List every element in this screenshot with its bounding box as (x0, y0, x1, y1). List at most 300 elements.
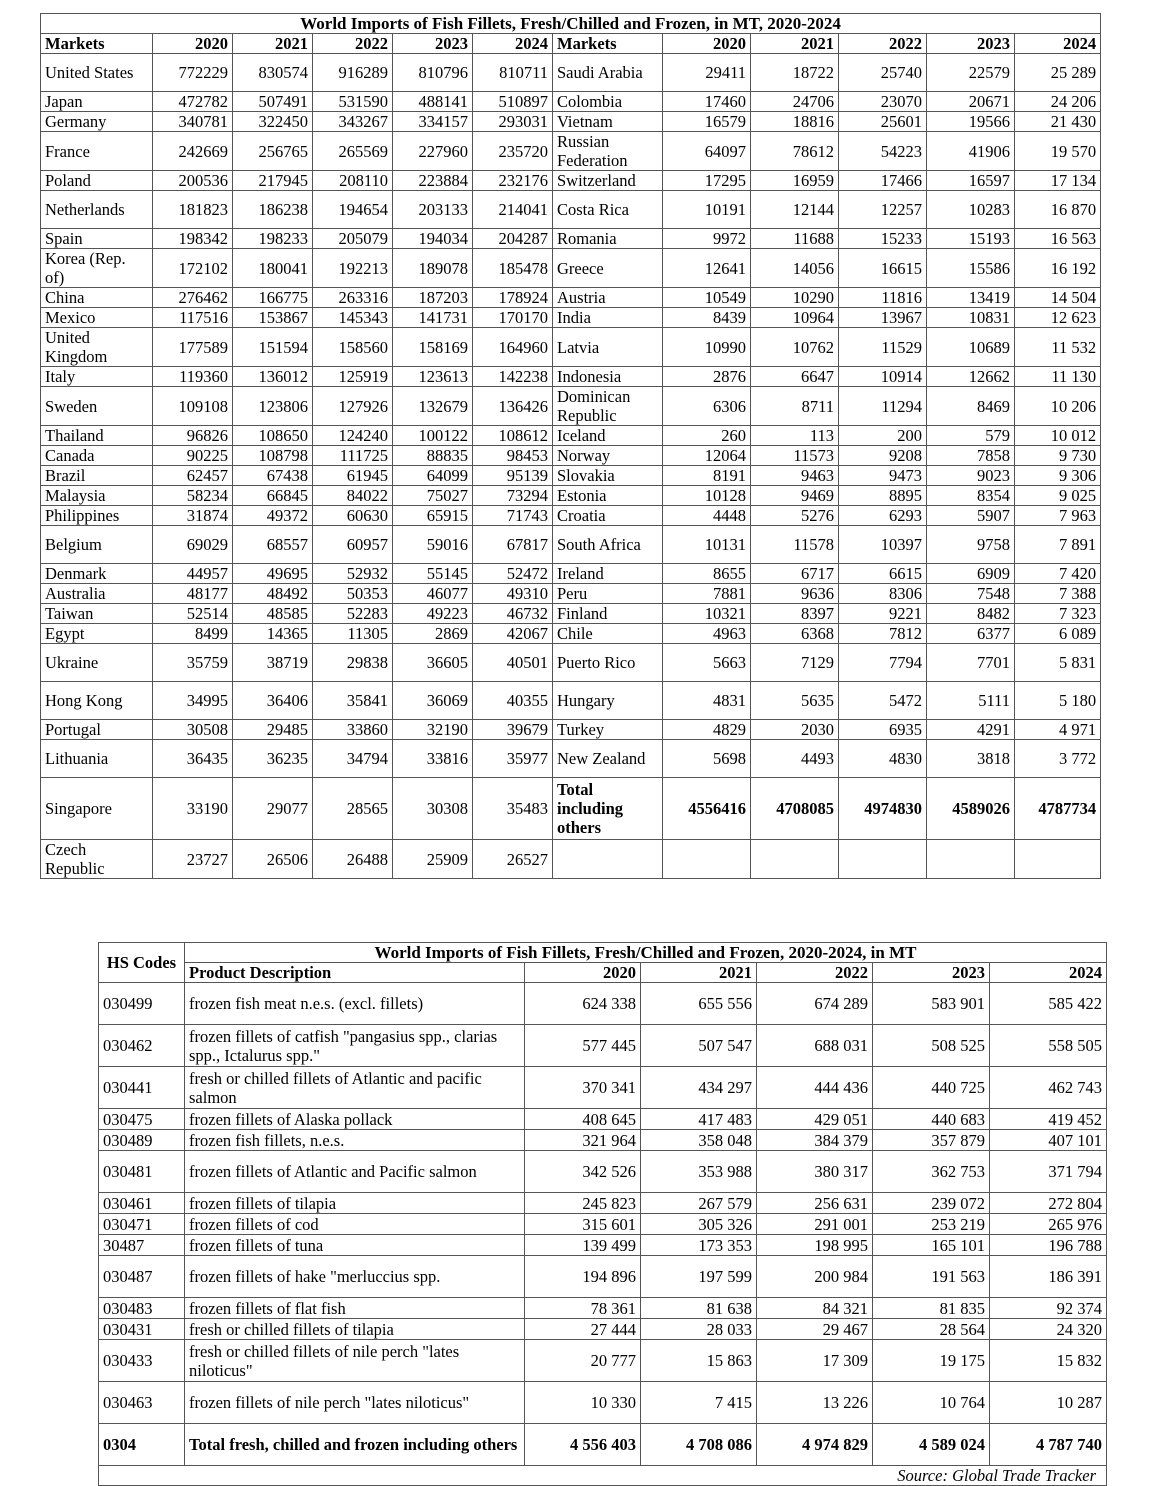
import-value: 434 297 (641, 1067, 757, 1109)
import-value: 58234 (153, 486, 233, 506)
import-value: 472782 (153, 92, 233, 112)
import-value: 205079 (313, 229, 393, 249)
product-description: frozen fillets of nile perch "lates niloticus" (185, 1382, 525, 1424)
import-value: 508 525 (873, 1025, 990, 1067)
import-value: 674 289 (757, 983, 873, 1025)
import-value: 136426 (473, 387, 553, 426)
markets-title-row (41, 14, 1101, 34)
import-value: 64097 (663, 132, 751, 171)
import-value: 4291 (927, 720, 1015, 740)
import-value: 15193 (927, 229, 1015, 249)
import-value: 26506 (233, 840, 313, 879)
import-value: 48585 (233, 604, 313, 624)
import-value: 253 219 (873, 1214, 990, 1235)
product-description: frozen fillets of Atlantic and Pacific salmon (185, 1151, 525, 1193)
import-value: 34995 (153, 682, 233, 720)
import-value: 7794 (839, 644, 927, 682)
hs-code: 030433 (99, 1340, 185, 1382)
market-name: Malaysia (41, 486, 153, 506)
import-value: 343267 (313, 112, 393, 132)
import-value: 32190 (393, 720, 473, 740)
import-value: 8895 (839, 486, 927, 506)
import-value: 113 (751, 426, 839, 446)
import-value: 28 564 (873, 1319, 990, 1340)
products-table-title: World Imports of Fish Fillets, Fresh/Chilled and Frozen, 2020-2024, in MT (185, 943, 1107, 963)
import-value: 108612 (473, 426, 553, 446)
import-value: 12144 (751, 191, 839, 229)
import-value: 4448 (663, 506, 751, 526)
import-value: 71743 (473, 506, 553, 526)
import-value: 170170 (473, 308, 553, 328)
import-value: 11529 (839, 328, 927, 367)
import-value: 305 326 (641, 1214, 757, 1235)
import-value: 185478 (473, 249, 553, 288)
import-value: 5698 (663, 740, 751, 778)
import-value: 217945 (233, 171, 313, 191)
product-row (99, 983, 1107, 1025)
import-value: 916289 (313, 54, 393, 92)
import-value: 17295 (663, 171, 751, 191)
market-name: Taiwan (41, 604, 153, 624)
import-value: 384 379 (757, 1130, 873, 1151)
market-name: Saudi Arabia (553, 54, 663, 92)
import-value: 579 (927, 426, 1015, 446)
import-value: 180041 (233, 249, 313, 288)
import-value: 17 134 (1015, 171, 1101, 191)
import-value: 46077 (393, 584, 473, 604)
market-name: Portugal (41, 720, 153, 740)
markets-table-body (41, 54, 1101, 879)
year-header: 2020 (525, 963, 641, 983)
import-value: 35841 (313, 682, 393, 720)
product-description: fresh or chilled fillets of tilapia (185, 1319, 525, 1340)
import-value: 10 764 (873, 1382, 990, 1424)
import-value: 371 794 (990, 1151, 1107, 1193)
import-value: 25 289 (1015, 54, 1101, 92)
import-value: 29838 (313, 644, 393, 682)
product-description: frozen fillets of flat fish (185, 1298, 525, 1319)
hs-code: 030461 (99, 1193, 185, 1214)
import-value: 6909 (927, 564, 1015, 584)
total-value: 4 708 086 (641, 1424, 757, 1466)
import-value: 123806 (233, 387, 313, 426)
import-value: 624 338 (525, 983, 641, 1025)
import-value: 585 422 (990, 983, 1107, 1025)
import-value: 49372 (233, 506, 313, 526)
product-row (99, 1298, 1107, 1319)
import-value: 11 532 (1015, 328, 1101, 367)
import-value: 10290 (751, 288, 839, 308)
import-value: 84022 (313, 486, 393, 506)
market-row (41, 132, 1101, 171)
import-value: 4556416 (663, 778, 751, 840)
product-row (99, 1340, 1107, 1382)
total-row (99, 1424, 1107, 1466)
import-value: 52514 (153, 604, 233, 624)
product-description: frozen fillets of hake "merluccius spp. (185, 1256, 525, 1298)
import-value: 125919 (313, 367, 393, 387)
import-value: 84 321 (757, 1298, 873, 1319)
import-value: 6377 (927, 624, 1015, 644)
import-value: 10 012 (1015, 426, 1101, 446)
import-value: 10990 (663, 328, 751, 367)
import-value: 15233 (839, 229, 927, 249)
import-value: 61945 (313, 466, 393, 486)
market-name: Italy (41, 367, 153, 387)
import-value: 322450 (233, 112, 313, 132)
import-value: 14 504 (1015, 288, 1101, 308)
import-value: 9758 (927, 526, 1015, 564)
import-value: 11 130 (1015, 367, 1101, 387)
import-value: 124240 (313, 426, 393, 446)
hs-code: 030481 (99, 1151, 185, 1193)
import-value: 7 420 (1015, 564, 1101, 584)
import-value (1015, 840, 1101, 879)
year-header: 2024 (990, 963, 1107, 983)
import-value: 145343 (313, 308, 393, 328)
import-value: 203133 (393, 191, 473, 229)
import-value: 27 444 (525, 1319, 641, 1340)
product-description: frozen fish meat n.e.s. (excl. fillets) (185, 983, 525, 1025)
import-value: 688 031 (757, 1025, 873, 1067)
import-value: 510897 (473, 92, 553, 112)
hs-code: 30487 (99, 1235, 185, 1256)
import-value: 577 445 (525, 1025, 641, 1067)
market-name: Iceland (553, 426, 663, 446)
market-name: Canada (41, 446, 153, 466)
import-value: 12 623 (1015, 308, 1101, 328)
import-value: 9469 (751, 486, 839, 506)
year-header: 2020 (663, 34, 751, 54)
import-value: 164960 (473, 328, 553, 367)
market-name: Chile (553, 624, 663, 644)
import-value: 232176 (473, 171, 553, 191)
import-value: 7881 (663, 584, 751, 604)
import-value: 4974830 (839, 778, 927, 840)
market-name: Mexico (41, 308, 153, 328)
import-value: 29077 (233, 778, 313, 840)
import-value: 239 072 (873, 1193, 990, 1214)
market-name: Korea (Rep. of) (41, 249, 153, 288)
import-value: 73294 (473, 486, 553, 506)
import-value: 810796 (393, 54, 473, 92)
import-value: 2869 (393, 624, 473, 644)
import-value: 49223 (393, 604, 473, 624)
import-value (751, 840, 839, 879)
import-value: 194034 (393, 229, 473, 249)
import-value: 10191 (663, 191, 751, 229)
import-value: 186238 (233, 191, 313, 229)
import-value: 33860 (313, 720, 393, 740)
import-value: 8354 (927, 486, 1015, 506)
market-row (41, 682, 1101, 720)
import-value: 98453 (473, 446, 553, 466)
import-value: 12641 (663, 249, 751, 288)
import-value: 6615 (839, 564, 927, 584)
import-value: 11573 (751, 446, 839, 466)
import-value: 7548 (927, 584, 1015, 604)
import-value: 95139 (473, 466, 553, 486)
import-value: 33816 (393, 740, 473, 778)
hs-code: 030462 (99, 1025, 185, 1067)
market-row (41, 778, 1101, 840)
market-row (41, 740, 1101, 778)
import-value: 132679 (393, 387, 473, 426)
market-row (41, 446, 1101, 466)
import-value: 429 051 (757, 1109, 873, 1130)
import-value: 4787734 (1015, 778, 1101, 840)
product-row (99, 1067, 1107, 1109)
import-value: 81 835 (873, 1298, 990, 1319)
import-value: 24 320 (990, 1319, 1107, 1340)
import-value: 28 033 (641, 1319, 757, 1340)
market-name: China (41, 288, 153, 308)
import-value: 10131 (663, 526, 751, 564)
import-value: 14365 (233, 624, 313, 644)
import-value: 198 995 (757, 1235, 873, 1256)
product-row (99, 1130, 1107, 1151)
import-value: 9221 (839, 604, 927, 624)
import-value: 30308 (393, 778, 473, 840)
market-name: Peru (553, 584, 663, 604)
market-row (41, 584, 1101, 604)
import-value: 13419 (927, 288, 1015, 308)
import-value: 583 901 (873, 983, 990, 1025)
import-value: 4708085 (751, 778, 839, 840)
market-name: Vietnam (553, 112, 663, 132)
import-value: 208110 (313, 171, 393, 191)
import-value: 48492 (233, 584, 313, 604)
import-value: 9023 (927, 466, 1015, 486)
market-row (41, 506, 1101, 526)
import-value: 19 570 (1015, 132, 1101, 171)
import-value: 3818 (927, 740, 1015, 778)
import-value: 29 467 (757, 1319, 873, 1340)
market-name: Japan (41, 92, 153, 112)
import-value: 5663 (663, 644, 751, 682)
import-value (663, 840, 751, 879)
import-value: 178924 (473, 288, 553, 308)
import-value: 90225 (153, 446, 233, 466)
import-value: 36435 (153, 740, 233, 778)
import-value: 4831 (663, 682, 751, 720)
import-value: 8655 (663, 564, 751, 584)
import-value: 7858 (927, 446, 1015, 466)
import-value: 19 175 (873, 1340, 990, 1382)
market-row (41, 191, 1101, 229)
import-value: 9972 (663, 229, 751, 249)
import-value: 31874 (153, 506, 233, 526)
import-value: 200 (839, 426, 927, 446)
import-value: 11294 (839, 387, 927, 426)
import-value: 9636 (751, 584, 839, 604)
import-value: 444 436 (757, 1067, 873, 1109)
market-name: Hungary (553, 682, 663, 720)
import-value: 96826 (153, 426, 233, 446)
import-value: 36406 (233, 682, 313, 720)
market-name: Latvia (553, 328, 663, 367)
import-value: 342 526 (525, 1151, 641, 1193)
import-value: 36605 (393, 644, 473, 682)
import-value: 117516 (153, 308, 233, 328)
import-value: 8469 (927, 387, 1015, 426)
import-value: 197 599 (641, 1256, 757, 1298)
market-name: Netherlands (41, 191, 153, 229)
import-value: 10397 (839, 526, 927, 564)
import-value: 4829 (663, 720, 751, 740)
import-value: 23070 (839, 92, 927, 112)
import-value: 830574 (233, 54, 313, 92)
import-value (927, 840, 1015, 879)
import-value: 4830 (839, 740, 927, 778)
import-value: 69029 (153, 526, 233, 564)
import-value: 267 579 (641, 1193, 757, 1214)
market-name: South Africa (553, 526, 663, 564)
import-value: 321 964 (525, 1130, 641, 1151)
import-value: 78612 (751, 132, 839, 171)
year-header: 2020 (153, 34, 233, 54)
import-value: 23727 (153, 840, 233, 879)
import-value: 18722 (751, 54, 839, 92)
products-table-body (99, 983, 1107, 1466)
import-value: 10283 (927, 191, 1015, 229)
import-value: 4589026 (927, 778, 1015, 840)
hs-code: 030483 (99, 1298, 185, 1319)
market-row (41, 308, 1101, 328)
import-value: 7 891 (1015, 526, 1101, 564)
import-value: 340781 (153, 112, 233, 132)
import-value: 8482 (927, 604, 1015, 624)
import-value: 108650 (233, 426, 313, 446)
import-value: 109108 (153, 387, 233, 426)
import-value: 263316 (313, 288, 393, 308)
market-row (41, 564, 1101, 584)
year-header: 2023 (393, 34, 473, 54)
import-value: 39679 (473, 720, 553, 740)
market-name: Greece (553, 249, 663, 288)
import-value: 16 870 (1015, 191, 1101, 229)
import-value: 187203 (393, 288, 473, 308)
import-value: 276462 (153, 288, 233, 308)
hs-code: 0304 (99, 1424, 185, 1466)
year-header: 2024 (1015, 34, 1101, 54)
import-value: 18816 (751, 112, 839, 132)
import-value: 5 180 (1015, 682, 1101, 720)
import-value: 291 001 (757, 1214, 873, 1235)
import-value: 488141 (393, 92, 473, 112)
import-value: 358 048 (641, 1130, 757, 1151)
import-value: 68557 (233, 526, 313, 564)
import-value: 14056 (751, 249, 839, 288)
product-row (99, 1025, 1107, 1067)
market-row (41, 720, 1101, 740)
import-value: 408 645 (525, 1109, 641, 1130)
total-value: 4 589 024 (873, 1424, 990, 1466)
import-value: 7701 (927, 644, 1015, 682)
import-value: 20 777 (525, 1340, 641, 1382)
market-row (41, 644, 1101, 682)
import-value: 38719 (233, 644, 313, 682)
market-name: Russian Federation (553, 132, 663, 171)
import-value: 40355 (473, 682, 553, 720)
market-name: Spain (41, 229, 153, 249)
import-value: 111725 (313, 446, 393, 466)
import-value: 60630 (313, 506, 393, 526)
product-description-header: Product Description (185, 963, 525, 983)
import-value: 92 374 (990, 1298, 1107, 1319)
import-value: 380 317 (757, 1151, 873, 1193)
market-row (41, 466, 1101, 486)
import-value: 21 430 (1015, 112, 1101, 132)
import-value: 25909 (393, 840, 473, 879)
import-value: 16579 (663, 112, 751, 132)
import-value: 6935 (839, 720, 927, 740)
product-description: frozen fillets of tilapia (185, 1193, 525, 1214)
market-name: Belgium (41, 526, 153, 564)
products-header-row (99, 963, 1107, 983)
import-value: 33190 (153, 778, 233, 840)
import-value: 8306 (839, 584, 927, 604)
year-header: 2024 (473, 34, 553, 54)
market-row (41, 486, 1101, 506)
hs-codes-header: HS Codes (99, 943, 185, 983)
import-value: 8439 (663, 308, 751, 328)
import-value: 50353 (313, 584, 393, 604)
market-name: United Kingdom (41, 328, 153, 367)
import-value: 200536 (153, 171, 233, 191)
import-value: 2876 (663, 367, 751, 387)
import-value: 142238 (473, 367, 553, 387)
import-value: 6306 (663, 387, 751, 426)
import-value: 29411 (663, 54, 751, 92)
import-value: 54223 (839, 132, 927, 171)
import-value: 25740 (839, 54, 927, 92)
market-name: Ukraine (41, 644, 153, 682)
import-value: 29485 (233, 720, 313, 740)
import-value: 227960 (393, 132, 473, 171)
import-value: 16597 (927, 171, 1015, 191)
import-value: 8499 (153, 624, 233, 644)
import-value: 315 601 (525, 1214, 641, 1235)
market-row (41, 229, 1101, 249)
import-value: 158560 (313, 328, 393, 367)
import-value: 151594 (233, 328, 313, 367)
import-value: 16 563 (1015, 229, 1101, 249)
total-value: 4 787 740 (990, 1424, 1107, 1466)
market-row (41, 328, 1101, 367)
import-value: 6647 (751, 367, 839, 387)
market-row (41, 840, 1101, 879)
import-value: 165 101 (873, 1235, 990, 1256)
import-value: 256765 (233, 132, 313, 171)
product-row (99, 1319, 1107, 1340)
market-name: Hong Kong (41, 682, 153, 720)
product-row (99, 1193, 1107, 1214)
import-value: 2030 (751, 720, 839, 740)
import-value: 52283 (313, 604, 393, 624)
import-value: 407 101 (990, 1130, 1107, 1151)
import-value: 25601 (839, 112, 927, 132)
market-row (41, 387, 1101, 426)
import-value: 440 725 (873, 1067, 990, 1109)
import-value: 293031 (473, 112, 553, 132)
import-value: 7 963 (1015, 506, 1101, 526)
import-value: 189078 (393, 249, 473, 288)
import-value: 5111 (927, 682, 1015, 720)
import-value: 40501 (473, 644, 553, 682)
market-name: Ireland (553, 564, 663, 584)
import-value: 6293 (839, 506, 927, 526)
